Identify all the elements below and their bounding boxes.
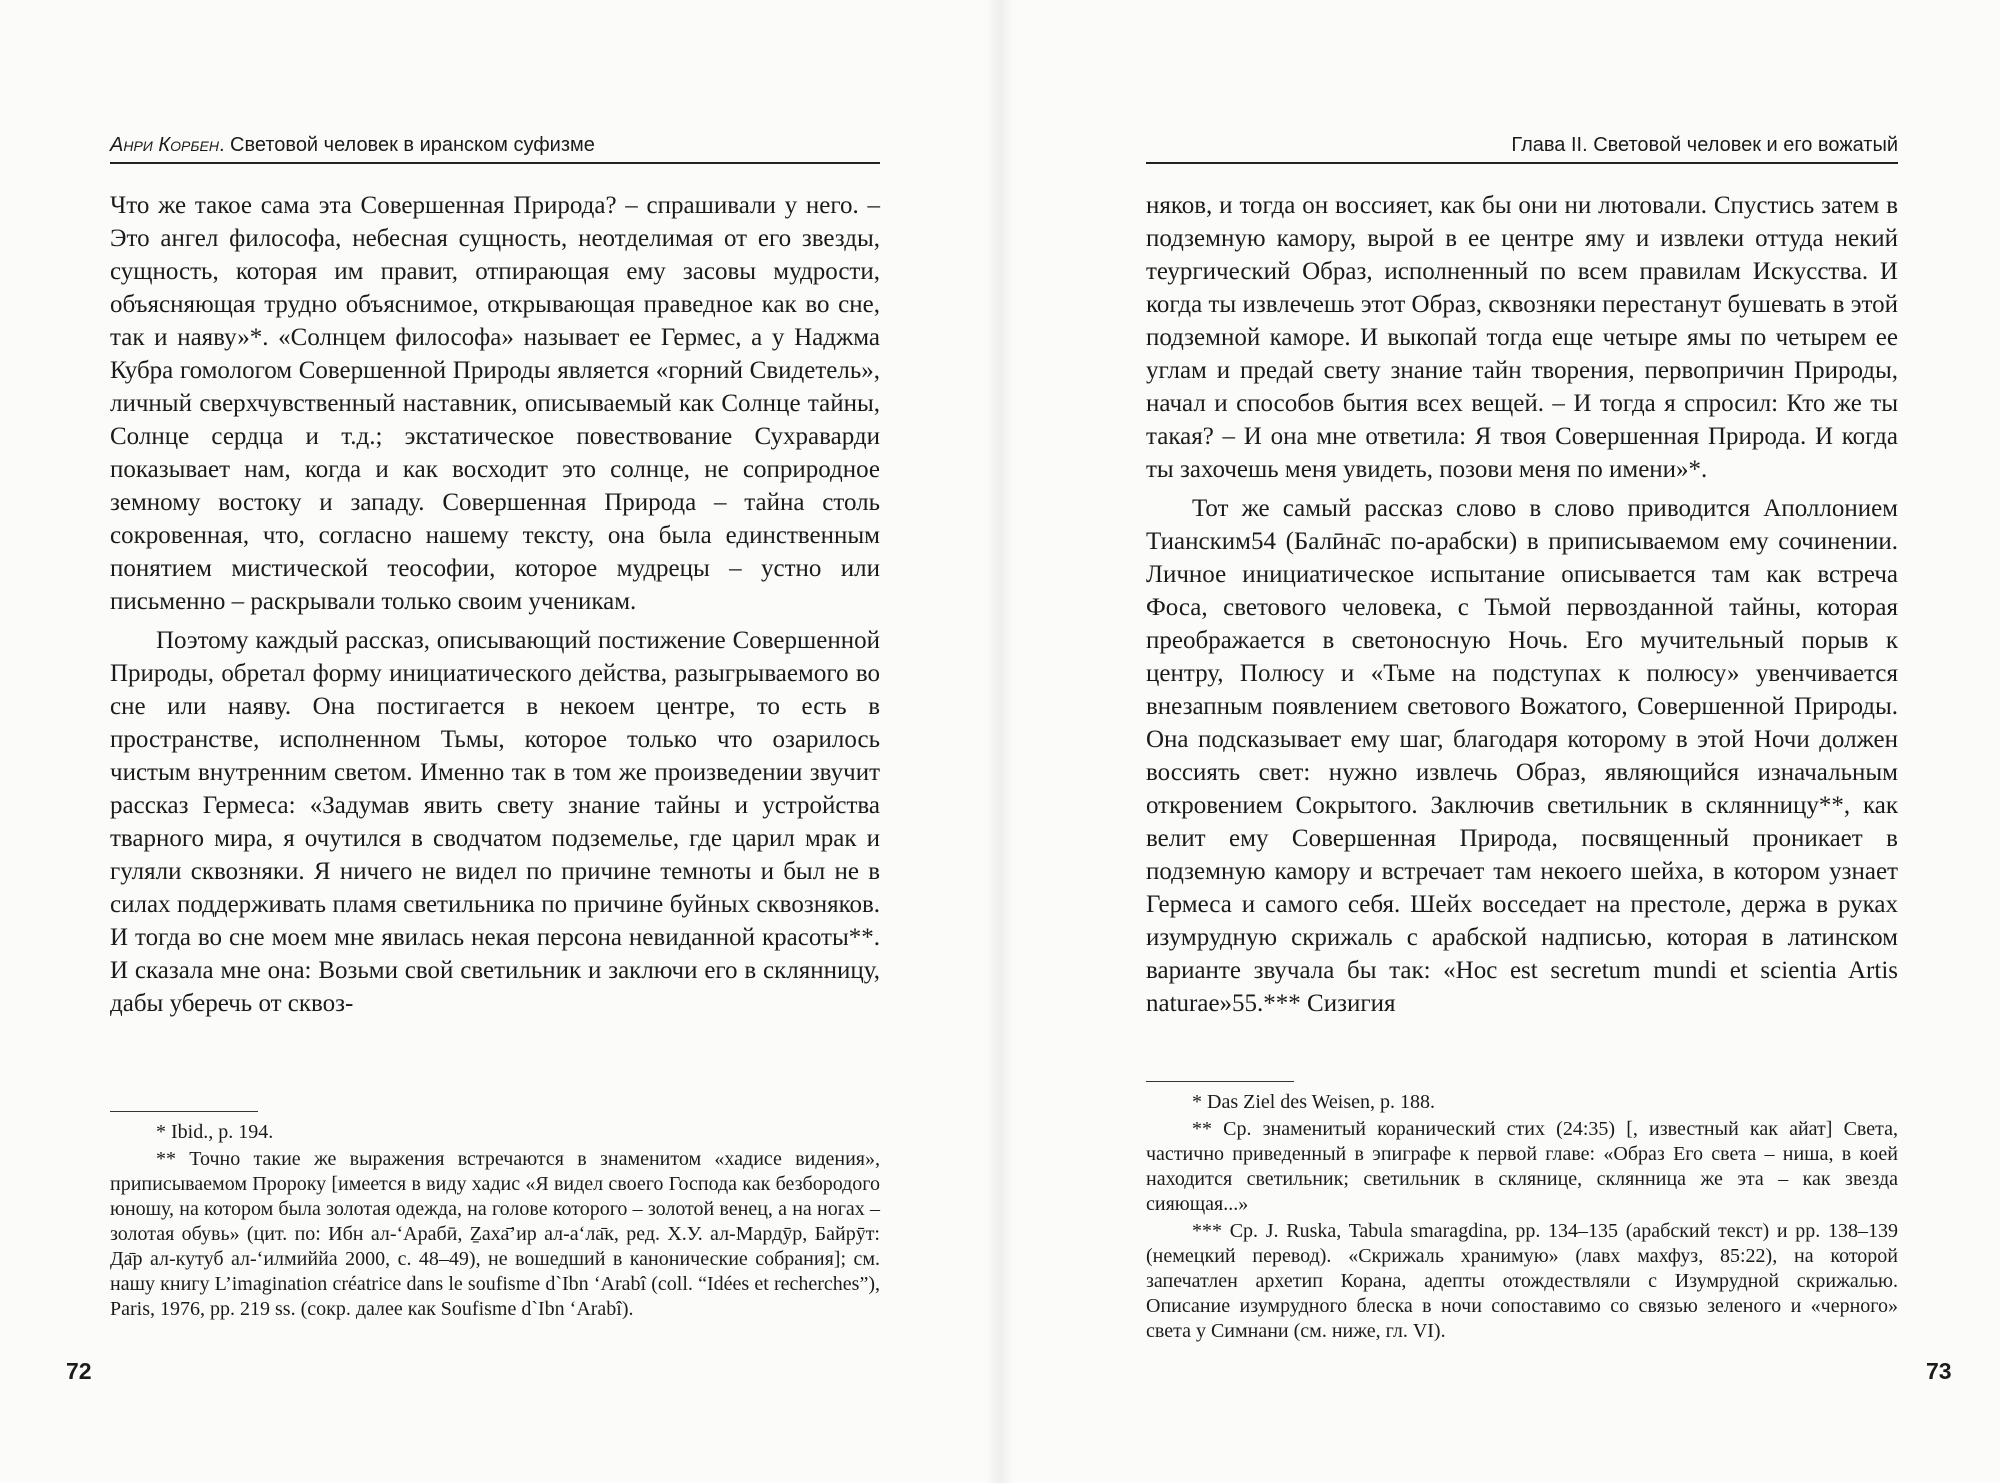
running-head-book-title: . Световой человек в иранском суфизме xyxy=(218,134,595,156)
right-running-head: Глава II. Световой человек и его вожатый xyxy=(1146,128,1898,164)
running-head-author: Анри Корбен xyxy=(110,134,219,156)
left-paragraph-2: Поэтому каждый рассказ, описывающий постижение Совершенной Природы, обретал форму инициатического действа, разыгрываемого во сне или наяву. Она постигается в некоем центре, то есть в пространстве, исполненном Тьмы, которое только что озарилось чистым внутренним светом. Именно так в том же произведении звучит рассказ Гермеса: «Задумав явить свету знание тайны и устройства тварного мира, я очутился в сводчатом подземелье, где царил мрак и гуляли сквозняки. Я ничего не видел по причине темноты и был не в силах поддерживать пламя светильника по причине буйных сквозняков. И тогда во сне моем мне явилась некая персона невиданной красоты**. И сказала мне она: Возьми свой светильник и заключи его в склянницу, дабы уберечь от сквоз- xyxy=(110,627,880,1017)
right-footnote-3: *** Ср. J. Ruska, Tabula smaragdina, pp. 134–135 (арабский текст) и pp. 138–139 (немецкий перевод). «Скрижаль хранимую» (лавх махфуз, 85:22), на которой запечатлен архетип Корана, адепты отождествляли с Изумрудной скрижалью. Описание изумрудного блеска в ночи сопоставимо со связью зеленого и «черного» света у Симнани (см. ниже, гл. VI). xyxy=(1146,1220,1898,1342)
left-paragraph-1: Что же такое сама эта Совершенная Природа? – спрашивали у него. – Это ангел философа, небесная сущность, неотделимая от его звезды, сущность, которая им правит, отпирающая ему засовы мудрости, объясняющая трудно объяснимое, открывающая праведное как во сне, так и наяву»*. «Солнцем философа» называет ее Гермес, а у Наджма Кубра гомологом Совершенной Природы является «горний Свидетель», личный сверхчувственный наставник, описываемый как Солнце тайны, Солнце сердца и т.д.; экстатическое повествование Сухраварди показывает нам, когда и как восходит это солнце, не соприродное земному востоку и западу. Совершенная Природа – тайна столь сокровенная, что, согласно нашему тексту, она была единственным понятием мистической теософии, которое мудрецы – устно или письменно – раскрывали только своим ученикам. xyxy=(110,192,880,615)
left-body-text xyxy=(110,189,880,1020)
right-footnote-2: ** Ср. знаменитый коранический стих (24:35) [, известный как айат] Света, частично приведенный в эпиграфе к первой главе: «Образ Его света – ниша, в коей находится светильник; светильник в склянице, склянница же эта – как звезда сияющая...» xyxy=(1146,1118,1898,1215)
left-running-head xyxy=(110,128,880,164)
right-footnote-1: * Das Ziel des Weisen, p. 188. xyxy=(1192,1091,1435,1113)
footnote-rule xyxy=(1146,1081,1294,1082)
left-footnotes xyxy=(110,1111,880,1322)
left-footnote-2: ** Точно такие же выражения встречаются в знаменитом «хадисе видения», приписываемом Пророку [имеется в виду хадис «Я видел своего Господа как безбородого юношу, на котором была золотая одежда, на голове которого – золотой венец, а на ногах – золотая обувь» (цит. по: Ибн ал-‘Арабӣ, Ẕаха̄’ир ал-а‘ла̄к, ред. Х.У. ал-Мардӯр, Байрӯт: Да̄р ал-кутуб ал-‘илмиййа 2000, с. 48–49), не вошедший в канонические собрания]; см. нашу книгу L’imagination créatrice dans le soufisme d`Ibn ‘Arabî (coll. “Idées et recherches”), Paris, 1976, pp. 219 ss. (сокр. далее как Soufisme d`Ibn ‘Arabî). xyxy=(110,1148,880,1320)
left-footnote-1: * Ibid., p. 194. xyxy=(156,1121,274,1143)
right-footnotes xyxy=(1146,1081,1898,1344)
right-page-number: 73 xyxy=(1926,1358,1952,1384)
right-body-text xyxy=(1146,189,1898,1020)
right-page xyxy=(1000,0,2000,1483)
right-paragraph-1: няков, и тогда он воссияет, как бы они ни лютовали. Спустись затем в подземную камору, вырой в ее центре яму и извлеки оттуда некий теургический Образ, исполненный по всем правилам Искусства. И когда ты извлечешь этот Образ, сквозняки перестанут бушевать в этой подземной каморе. И выкопай тогда еще четыре ямы по четырем ее углам и предай свету знание тайн творения, первопричин Природы, начал и способов бытия всех вещей. – И тогда я спросил: Кто же ты такая? – И она мне ответила: Я твоя Совершенная Природа. И когда ты захочешь меня увидеть, позови меня по имени»*. xyxy=(1146,192,1898,483)
right-paragraph-2: Тот же самый рассказ слово в слово приводится Аполлонием Тианским54 (Балӣна̄с по-арабски) в приписываемом ему сочинении. Личное инициатическое испытание описывается там как встреча Фоса, светового человека, с Тьмой первозданной тайны, которая преображается в светоносную Ночь. Его мучительный порыв к центру, Полюсу и «Тьме на подступах к полюсу» увенчивается внезапным появлением светового Вожатого, Совершенной Природы. Она подсказывает ему шаг, благодаря которому в этой Ночи должен воссиять свет: нужно извлечь Образ, являющийся изначальным откровением Сокрытого. Заключив светильник в склянницу**, как велит ему Совершенная Природа, посвященный проникает в подземную камору и встречает там некоего шейха, в котором узнает Гермеса и самого себя. Шейх восседает на престоле, держа в руках изумрудную скрижаль с арабской надписью, которая в латинском варианте звучала бы так: «Hoc est secretum mundi et scientia Artis naturae»55.*** Сизигия xyxy=(1146,495,1898,1017)
footnote-rule xyxy=(110,1111,258,1112)
left-page-number: 72 xyxy=(66,1358,92,1384)
